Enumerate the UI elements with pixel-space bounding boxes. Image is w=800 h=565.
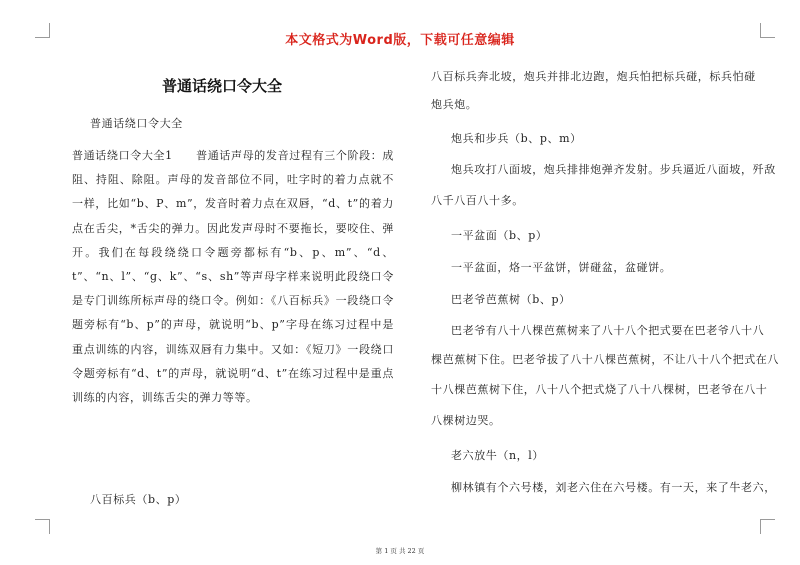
right-line: 炮兵炮。 <box>431 98 478 111</box>
right-line: 八百标兵奔北坡，炮兵并排北边跑，炮兵怕把标兵碰，标兵怕碰 <box>431 70 756 83</box>
right-line: 十八棵芭蕉树下住，八十八个把式烧了八十八棵树，巴老爷在八十 <box>431 383 768 396</box>
crop-mark-bottom-right <box>760 519 775 534</box>
intro-paragraph: 普通话绕口令大全1 普通话声母的发音过程有三个阶段：成阻、持阻、除阻。声母的发音部位不同，吐字时的着力点就不一样，比如“b、P、m”，发音时着力点在双唇，“d、t”的着力点在舌尖，*舌尖的弹力。因此发声母时不要拖长，要咬住、弹开。我们在每段绕绕口令题旁都标有“b、p、m”、“d、t”、“n、l”、“g、k”、“s、sh”等声母字样来说明此段绕口令是专门训练所标声母的绕口令。例如：《八百标兵》一段绕口令题旁标有“b、p”的声母，就说明“b、p”字母在练习过程中是重点训练的内容，训练双唇有力集中。又如：《短刀》一段绕口令题旁标有“d、t”的声母，就说明“d、t”在练习过程中是重点训练的内容，训练舌尖的弹力等等。 <box>72 149 394 405</box>
section-subtitle: 普通话绕口令大全 <box>90 117 183 130</box>
crop-mark-bottom-left <box>35 519 50 534</box>
right-line: 八千八百八十多。 <box>431 194 524 207</box>
right-heading: 巴老爷芭蕉树（b、p） <box>451 293 571 306</box>
right-line: 一平盆面，烙一平盆饼，饼碰盆，盆碰饼。 <box>451 261 672 274</box>
right-line: 八棵树边哭。 <box>431 414 501 427</box>
document-title: 普通话绕口令大全 <box>161 77 282 95</box>
right-line: 柳林镇有个六号楼，刘老六住在六号楼。有一天，来了牛老六， <box>451 481 776 494</box>
word-format-banner: 本文格式为Word版，下载可任意编辑 <box>285 33 515 48</box>
right-line: 炮兵攻打八面坡，炮兵排排炮弹齐发射。步兵逼近八面坡，歼敌 <box>451 163 776 176</box>
page-footer: 第 1 页 共 22 页 <box>375 547 425 555</box>
right-line: 棵芭蕉树下住。巴老爷拔了八十八棵芭蕉树，不让八十八个把式在八 <box>431 353 779 366</box>
right-line: 巴老爷有八十八棵芭蕉树来了八十八个把式要在巴老爷八十八 <box>451 324 765 337</box>
right-heading: 一平盆面（b、p） <box>451 229 548 242</box>
section-heading-babai: 八百标兵（b、p） <box>90 493 187 506</box>
right-heading: 炮兵和步兵（b、p、m） <box>451 132 582 145</box>
right-heading: 老六放牛（n，l） <box>451 449 545 462</box>
